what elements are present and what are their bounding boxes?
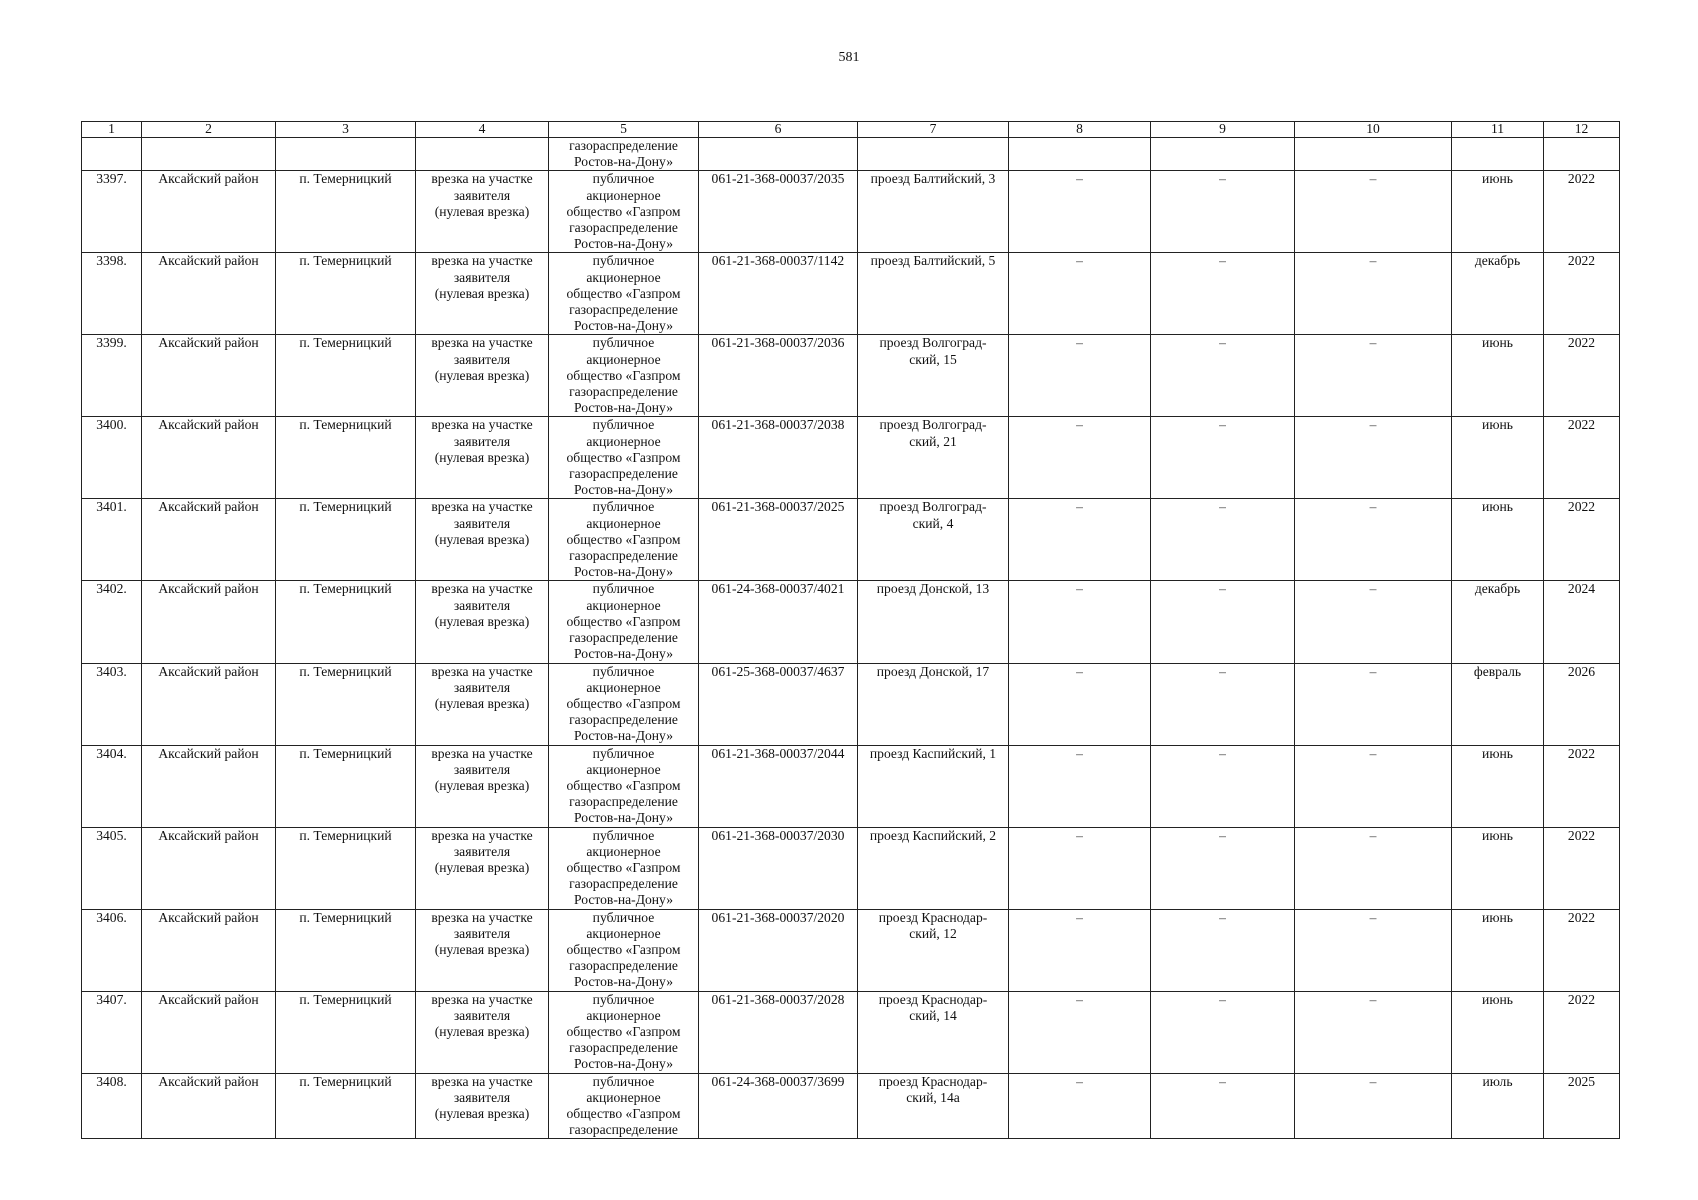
- address-cell: [858, 253, 1009, 335]
- operator-line: газораспределение: [569, 302, 678, 318]
- locality-cell: п. Темерницкий: [276, 499, 416, 581]
- operator-line: Ростов-на-Дону»: [573, 728, 673, 744]
- column-8-cell: –: [1009, 991, 1151, 1073]
- district-cell: Аксайский район: [142, 663, 276, 745]
- table-row: [82, 417, 1620, 499]
- column-10-cell: –: [1295, 745, 1452, 827]
- operator-line: общество «Газпром: [566, 1023, 681, 1039]
- registry-code-cell: 061-24-368-00037/3699: [699, 1073, 858, 1139]
- operator-line: акционерное: [586, 1089, 661, 1105]
- connection-type-line: (нулевая врезка): [434, 695, 530, 711]
- month-cell: февраль: [1452, 663, 1544, 745]
- locality-cell: п. Темерницкий: [276, 581, 416, 663]
- operator-line: общество «Газпром: [566, 941, 681, 957]
- address-line: проезд Донской, 13: [876, 581, 990, 597]
- column-10-cell: –: [1295, 499, 1452, 581]
- connection-type-line: (нулевая врезка): [434, 613, 530, 629]
- operator-line: общество «Газпром: [566, 203, 681, 219]
- column-9-cell: –: [1151, 171, 1295, 253]
- column-header: 3: [276, 122, 416, 138]
- registry-code-cell: 061-21-368-00037/2038: [699, 417, 858, 499]
- locality-cell: п. Темерницкий: [276, 991, 416, 1073]
- operator-line: Ростов-на-Дону»: [573, 974, 673, 990]
- column-8-cell: –: [1009, 335, 1151, 417]
- column-10-cell: –: [1295, 663, 1452, 745]
- operator-line: акционерное: [586, 1007, 661, 1023]
- registry-code-cell: 061-21-368-00037/2025: [699, 499, 858, 581]
- operator-line: газораспределение: [569, 548, 678, 564]
- connection-type-line: (нулевая врезка): [434, 531, 530, 547]
- locality-cell: п. Темерницкий: [276, 827, 416, 909]
- connection-type-line: заявителя: [453, 925, 511, 941]
- district-cell: Аксайский район: [142, 417, 276, 499]
- registry-code-cell: 061-21-368-00037/2020: [699, 909, 858, 991]
- connection-type-line: заявителя: [453, 187, 511, 203]
- year-cell: 2022: [1544, 499, 1620, 581]
- operator-cell: [549, 745, 699, 827]
- operator-line: общество «Газпром: [566, 695, 681, 711]
- operator-line: газораспределение: [569, 794, 678, 810]
- row-number-cell: 3400.: [82, 417, 142, 499]
- column-10-cell: –: [1295, 1073, 1452, 1139]
- connection-type-line: врезка на участке: [431, 499, 533, 515]
- row-number-cell: 3407.: [82, 991, 142, 1073]
- locality-cell: п. Темерницкий: [276, 253, 416, 335]
- month-cell: июнь: [1452, 335, 1544, 417]
- month-cell: июнь: [1452, 417, 1544, 499]
- year-cell: 2022: [1544, 171, 1620, 253]
- column-10-cell: –: [1295, 417, 1452, 499]
- gas-connection-registry-table: [81, 121, 1620, 1139]
- connection-type-cell: [416, 1073, 549, 1139]
- column-8-cell: –: [1009, 1073, 1151, 1139]
- operator-line: акционерное: [586, 843, 661, 859]
- address-cell: [858, 581, 1009, 663]
- operator-line: Ростов-на-Дону»: [573, 810, 673, 826]
- row-number-cell: 3408.: [82, 1073, 142, 1139]
- operator-line: публичное: [592, 581, 655, 597]
- district-cell: Аксайский район: [142, 581, 276, 663]
- operator-line: газораспределение: [569, 958, 678, 974]
- column-9-cell: –: [1151, 663, 1295, 745]
- connection-type-line: заявителя: [453, 761, 511, 777]
- table-row: [82, 827, 1620, 909]
- table-row: [82, 253, 1620, 335]
- connection-type-line: заявителя: [453, 679, 511, 695]
- address-line: ский, 21: [909, 433, 957, 449]
- operator-line: общество «Газпром: [566, 285, 681, 301]
- connection-type-line: врезка на участке: [431, 745, 533, 761]
- column-header: 8: [1009, 122, 1151, 138]
- district-cell: Аксайский район: [142, 909, 276, 991]
- operator-line: газораспределение: [569, 1122, 678, 1138]
- connection-type-line: врезка на участке: [431, 417, 533, 433]
- address-cell: [858, 663, 1009, 745]
- column-8-cell: –: [1009, 663, 1151, 745]
- registry-code-cell: 061-21-368-00037/2036: [699, 335, 858, 417]
- operator-line: публичное: [592, 417, 655, 433]
- operator-line: газораспределение: [569, 220, 678, 236]
- locality-cell: п. Темерницкий: [276, 909, 416, 991]
- column-10-cell: –: [1295, 335, 1452, 417]
- column-8-cell: –: [1009, 171, 1151, 253]
- row-number-cell: 3405.: [82, 827, 142, 909]
- connection-type-line: заявителя: [453, 1007, 511, 1023]
- address-cell: [858, 417, 1009, 499]
- registry-code-cell: 061-21-368-00037/1142: [699, 253, 858, 335]
- address-line: ский, 12: [909, 925, 957, 941]
- connection-type-line: заявителя: [453, 1089, 511, 1105]
- connection-type-line: (нулевая врезка): [434, 777, 530, 793]
- operator-line: Ростов-на-Дону»: [573, 646, 673, 662]
- district-cell: Аксайский район: [142, 1073, 276, 1139]
- district-cell: Аксайский район: [142, 745, 276, 827]
- operator-cell: [549, 1073, 699, 1139]
- operator-line: газораспределение: [569, 1040, 678, 1056]
- registry-code-cell: 061-21-368-00037/2044: [699, 745, 858, 827]
- column-header: 7: [858, 122, 1009, 138]
- operator-line: Ростов-на-Дону»: [573, 892, 673, 908]
- column-10-cell: –: [1295, 991, 1452, 1073]
- year-cell: 2022: [1544, 335, 1620, 417]
- month-cell: декабрь: [1452, 253, 1544, 335]
- address-cell: [858, 499, 1009, 581]
- month-cell: декабрь: [1452, 581, 1544, 663]
- column-header: 10: [1295, 122, 1452, 138]
- year-cell: 2022: [1544, 417, 1620, 499]
- operator-line: Ростов-на-Дону»: [573, 1056, 673, 1072]
- column-8-cell: –: [1009, 745, 1151, 827]
- operator-line: Ростов-на-Дону»: [573, 236, 673, 252]
- row-number-cell: 3399.: [82, 335, 142, 417]
- address-line: проезд Волгоград-: [879, 499, 987, 515]
- district-cell: Аксайский район: [142, 253, 276, 335]
- column-8-cell: –: [1009, 417, 1151, 499]
- connection-type-line: заявителя: [453, 597, 511, 613]
- operator-line: публичное: [592, 827, 655, 843]
- column-header: 1: [82, 122, 142, 138]
- column-header: 2: [142, 122, 276, 138]
- address-cell: [858, 909, 1009, 991]
- table-row: [82, 335, 1620, 417]
- address-cell: [858, 827, 1009, 909]
- locality-cell: п. Темерницкий: [276, 663, 416, 745]
- operator-line: общество «Газпром: [566, 777, 681, 793]
- column-8-cell: –: [1009, 827, 1151, 909]
- district-cell: Аксайский район: [142, 335, 276, 417]
- operator-line: общество «Газпром: [566, 859, 681, 875]
- year-cell: 2024: [1544, 581, 1620, 663]
- column-9-cell: –: [1151, 1073, 1295, 1139]
- operator-line: публичное: [592, 335, 655, 351]
- operator-line: газораспределение: [569, 466, 678, 482]
- operator-line: Ростов-на-Дону»: [573, 154, 673, 170]
- address-line: ский, 4: [912, 515, 954, 531]
- operator-line: газораспределение: [569, 630, 678, 646]
- month-cell: июнь: [1452, 499, 1544, 581]
- table-row: [82, 499, 1620, 581]
- district-cell: Аксайский район: [142, 171, 276, 253]
- column-9-cell: –: [1151, 499, 1295, 581]
- year-cell: 2022: [1544, 827, 1620, 909]
- connection-type-line: (нулевая врезка): [434, 941, 530, 957]
- address-line: проезд Краснодар-: [878, 1073, 988, 1089]
- connection-type-line: врезка на участке: [431, 253, 533, 269]
- operator-line: газораспределение: [569, 138, 678, 153]
- address-line: проезд Балтийский, 3: [870, 171, 996, 187]
- connection-type-line: (нулевая врезка): [434, 859, 530, 875]
- operator-line: Ростов-на-Дону»: [573, 400, 673, 416]
- operator-line: акционерное: [586, 925, 661, 941]
- operator-line: публичное: [592, 1073, 655, 1089]
- operator-line: Ростов-на-Дону»: [573, 482, 673, 498]
- operator-line: публичное: [592, 171, 655, 187]
- column-8-cell: –: [1009, 581, 1151, 663]
- column-10-cell: –: [1295, 581, 1452, 663]
- column-8-cell: –: [1009, 499, 1151, 581]
- operator-cell: [549, 581, 699, 663]
- row-number-cell: 3404.: [82, 745, 142, 827]
- table-row: [82, 171, 1620, 253]
- connection-type-line: врезка на участке: [431, 827, 533, 843]
- year-cell: 2026: [1544, 663, 1620, 745]
- year-cell: 2025: [1544, 1073, 1620, 1139]
- column-9-cell: –: [1151, 581, 1295, 663]
- connection-type-cell: [416, 581, 549, 663]
- year-cell: 2022: [1544, 745, 1620, 827]
- column-header: 11: [1452, 122, 1544, 138]
- column-8-cell: –: [1009, 909, 1151, 991]
- column-10-cell: –: [1295, 827, 1452, 909]
- address-cell: [858, 991, 1009, 1073]
- operator-line: общество «Газпром: [566, 1105, 681, 1121]
- locality-cell: п. Темерницкий: [276, 171, 416, 253]
- month-cell: июнь: [1452, 745, 1544, 827]
- connection-type-cell: [416, 991, 549, 1073]
- connection-type-cell: [416, 335, 549, 417]
- connection-type-cell: [416, 827, 549, 909]
- row-number-cell: 3398.: [82, 253, 142, 335]
- operator-line: общество «Газпром: [566, 613, 681, 629]
- operator-line: акционерное: [586, 433, 661, 449]
- registry-code-cell: 061-21-368-00037/2035: [699, 171, 858, 253]
- operator-cell: [549, 663, 699, 745]
- column-header: 12: [1544, 122, 1620, 138]
- operator-line: публичное: [592, 253, 655, 269]
- operator-line: публичное: [592, 991, 655, 1007]
- year-cell: 2022: [1544, 909, 1620, 991]
- connection-type-line: врезка на участке: [431, 171, 533, 187]
- column-9-cell: –: [1151, 335, 1295, 417]
- operator-cell: [549, 991, 699, 1073]
- address-line: проезд Балтийский, 5: [870, 253, 996, 269]
- table-row: [82, 581, 1620, 663]
- operator-line: общество «Газпром: [566, 367, 681, 383]
- address-line: ский, 14а: [906, 1089, 960, 1105]
- address-line: проезд Краснодар-: [878, 909, 988, 925]
- column-10-cell: –: [1295, 909, 1452, 991]
- column-9-cell: –: [1151, 991, 1295, 1073]
- row-number-cell: 3397.: [82, 171, 142, 253]
- year-cell: 2022: [1544, 991, 1620, 1073]
- locality-cell: п. Темерницкий: [276, 417, 416, 499]
- month-cell: июнь: [1452, 827, 1544, 909]
- column-9-cell: –: [1151, 745, 1295, 827]
- year-cell: 2022: [1544, 253, 1620, 335]
- address-line: проезд Краснодар-: [878, 991, 988, 1007]
- month-cell: июнь: [1452, 991, 1544, 1073]
- operator-line: акционерное: [586, 351, 661, 367]
- address-line: проезд Донской, 17: [876, 663, 990, 679]
- address-cell: [858, 171, 1009, 253]
- district-cell: Аксайский район: [142, 499, 276, 581]
- address-cell: [858, 745, 1009, 827]
- locality-cell: п. Темерницкий: [276, 1073, 416, 1139]
- operator-line: публичное: [592, 745, 655, 761]
- locality-cell: п. Темерницкий: [276, 335, 416, 417]
- row-number-cell: 3401.: [82, 499, 142, 581]
- table-row: [82, 745, 1620, 827]
- connection-type-line: врезка на участке: [431, 909, 533, 925]
- address-line: проезд Волгоград-: [879, 335, 987, 351]
- connection-type-line: заявителя: [453, 269, 511, 285]
- connection-type-cell: [416, 745, 549, 827]
- operator-cell: [549, 909, 699, 991]
- operator-line: акционерное: [586, 515, 661, 531]
- continuation-row: [82, 138, 1620, 171]
- connection-type-cell: [416, 253, 549, 335]
- connection-type-line: врезка на участке: [431, 663, 533, 679]
- connection-type-line: врезка на участке: [431, 1073, 533, 1089]
- row-number-cell: 3406.: [82, 909, 142, 991]
- connection-type-line: врезка на участке: [431, 581, 533, 597]
- column-10-cell: –: [1295, 253, 1452, 335]
- registry-code-cell: 061-21-368-00037/2030: [699, 827, 858, 909]
- operator-line: Ростов-на-Дону»: [573, 564, 673, 580]
- column-8-cell: –: [1009, 253, 1151, 335]
- connection-type-cell: [416, 909, 549, 991]
- registry-code-cell: 061-24-368-00037/4021: [699, 581, 858, 663]
- column-header: 5: [549, 122, 699, 138]
- connection-type-cell: [416, 417, 549, 499]
- address-line: ский, 14: [909, 1007, 957, 1023]
- column-9-cell: –: [1151, 827, 1295, 909]
- address-line: проезд Волгоград-: [879, 417, 987, 433]
- table-row: [82, 663, 1620, 745]
- month-cell: июнь: [1452, 171, 1544, 253]
- operator-line: акционерное: [586, 187, 661, 203]
- operator-cell: [549, 417, 699, 499]
- operator-cell: [549, 171, 699, 253]
- connection-type-cell: [416, 663, 549, 745]
- operator-line: публичное: [592, 499, 655, 515]
- table-row: [82, 909, 1620, 991]
- registry-code-cell: 061-21-368-00037/2028: [699, 991, 858, 1073]
- column-header: 6: [699, 122, 858, 138]
- operator-line: газораспределение: [569, 876, 678, 892]
- column-number-header-row: [82, 122, 1620, 138]
- operator-line: газораспределение: [569, 384, 678, 400]
- operator-line: публичное: [592, 909, 655, 925]
- connection-type-line: врезка на участке: [431, 335, 533, 351]
- operator-cell: [549, 499, 699, 581]
- column-10-cell: –: [1295, 171, 1452, 253]
- connection-type-line: (нулевая врезка): [434, 367, 530, 383]
- address-line: ский, 15: [909, 351, 957, 367]
- operator-line: публичное: [592, 663, 655, 679]
- operator-cell: [549, 827, 699, 909]
- district-cell: Аксайский район: [142, 991, 276, 1073]
- operator-line: акционерное: [586, 597, 661, 613]
- connection-type-line: заявителя: [453, 843, 511, 859]
- registry-code-cell: 061-25-368-00037/4637: [699, 663, 858, 745]
- page-number: 581: [838, 50, 860, 65]
- column-9-cell: –: [1151, 909, 1295, 991]
- row-number-cell: 3403.: [82, 663, 142, 745]
- connection-type-line: заявителя: [453, 433, 511, 449]
- address-line: проезд Каспийский, 2: [869, 827, 997, 843]
- connection-type-line: заявителя: [453, 351, 511, 367]
- operator-line: общество «Газпром: [566, 449, 681, 465]
- connection-type-line: (нулевая врезка): [434, 1023, 530, 1039]
- operator-line: акционерное: [586, 269, 661, 285]
- address-line: проезд Каспийский, 1: [869, 745, 997, 761]
- district-cell: Аксайский район: [142, 827, 276, 909]
- column-header: 4: [416, 122, 549, 138]
- connection-type-line: (нулевая врезка): [434, 1105, 530, 1121]
- operator-cell: [549, 253, 699, 335]
- connection-type-line: врезка на участке: [431, 991, 533, 1007]
- connection-type-line: (нулевая врезка): [434, 203, 530, 219]
- locality-cell: п. Темерницкий: [276, 745, 416, 827]
- address-cell: [858, 335, 1009, 417]
- connection-type-line: заявителя: [453, 515, 511, 531]
- column-header: 9: [1151, 122, 1295, 138]
- address-cell: [858, 1073, 1009, 1139]
- connection-type-line: (нулевая врезка): [434, 449, 530, 465]
- column-9-cell: –: [1151, 253, 1295, 335]
- month-cell: июль: [1452, 1073, 1544, 1139]
- row-number-cell: 3402.: [82, 581, 142, 663]
- operator-line: Ростов-на-Дону»: [573, 318, 673, 334]
- operator-line: акционерное: [586, 761, 661, 777]
- column-9-cell: –: [1151, 417, 1295, 499]
- table-row: [82, 1073, 1620, 1139]
- operator-cell: [549, 138, 699, 171]
- operator-cell: [549, 335, 699, 417]
- table-row: [82, 991, 1620, 1073]
- month-cell: июнь: [1452, 909, 1544, 991]
- operator-line: газораспределение: [569, 712, 678, 728]
- operator-line: акционерное: [586, 679, 661, 695]
- connection-type-cell: [416, 171, 549, 253]
- operator-line: общество «Газпром: [566, 531, 681, 547]
- connection-type-line: (нулевая врезка): [434, 285, 530, 301]
- connection-type-cell: [416, 499, 549, 581]
